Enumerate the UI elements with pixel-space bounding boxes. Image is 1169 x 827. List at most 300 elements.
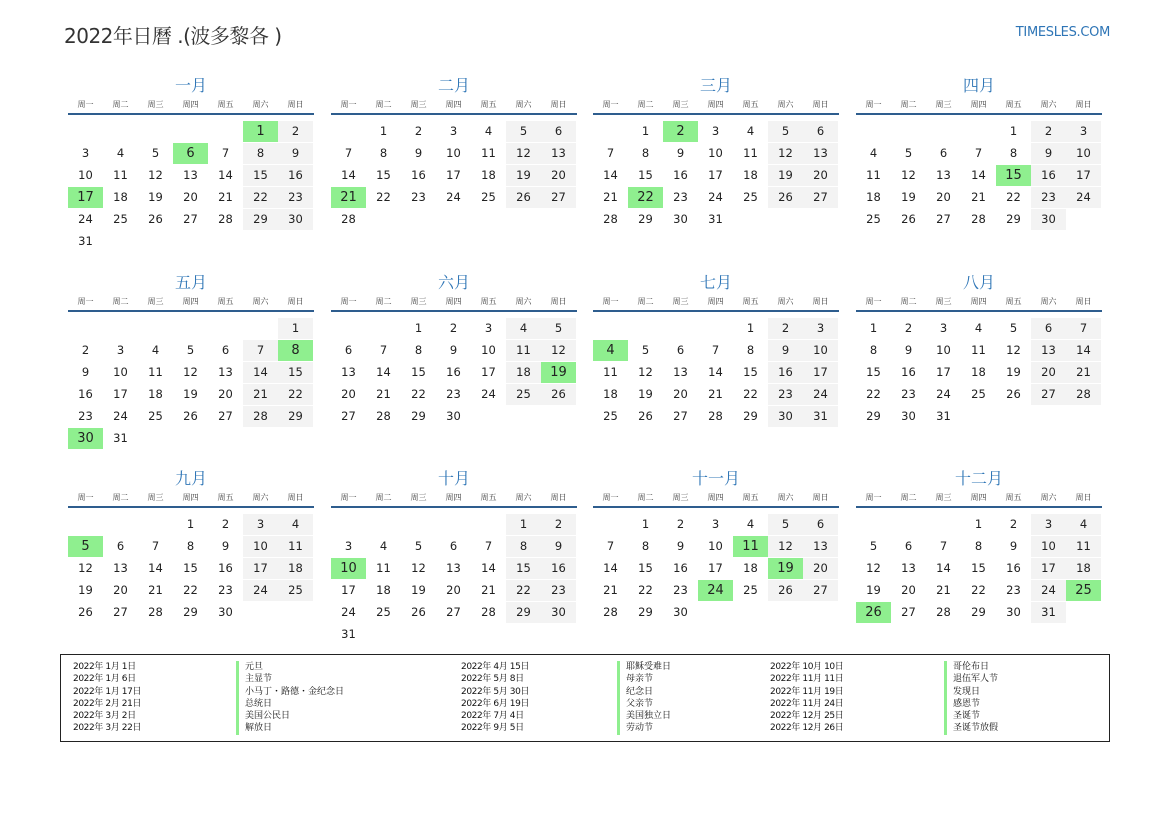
weekday-header <box>331 296 577 308</box>
day-cell: 25 <box>506 384 541 405</box>
day-cell: 24 <box>446 190 461 204</box>
day-cell: 23 <box>78 409 93 423</box>
day-cell: 7 <box>484 539 493 553</box>
day-cell: 4 <box>1066 514 1101 535</box>
day-cell: 15 <box>376 168 391 182</box>
day-cell: 14 <box>218 168 233 182</box>
day-cell: 20 <box>673 387 688 401</box>
day-cell: 2 <box>541 514 576 535</box>
weekday-label: 周二 <box>112 100 129 109</box>
weekday-label: 周二 <box>900 493 917 502</box>
day-cell: 15 <box>243 165 278 186</box>
day-cell: 8 <box>746 343 755 357</box>
day-cell: 31 <box>341 627 356 641</box>
day-cell: 16 <box>673 168 688 182</box>
day-cell: 12 <box>768 536 803 557</box>
day-cell: 20 <box>803 558 838 579</box>
day-cell: 9 <box>676 539 685 553</box>
day-cell: 18 <box>603 387 618 401</box>
day-cell: 14 <box>936 561 951 575</box>
holiday-date: 2022年 1月 6日 <box>73 674 136 685</box>
day-cell: 29 <box>278 406 313 427</box>
holiday-day-cell: 26 <box>856 602 891 623</box>
weekday-label: 周三 <box>410 493 427 502</box>
day-cell: 28 <box>971 212 986 226</box>
weekday-label: 周一 <box>340 493 357 502</box>
day-cell: 12 <box>506 143 541 164</box>
weekday-label: 周二 <box>637 297 654 306</box>
month-name: 一月 <box>174 76 207 95</box>
holiday-day-cell: 8 <box>278 340 313 361</box>
day-cell: 13 <box>541 143 576 164</box>
day-cell: 8 <box>414 343 423 357</box>
day-cell: 3 <box>1066 121 1101 142</box>
day-cell: 27 <box>183 212 198 226</box>
day-cell: 27 <box>803 580 838 601</box>
header-rule <box>856 506 1102 508</box>
day-cell: 19 <box>506 165 541 186</box>
weekday-label: 周一 <box>602 100 619 109</box>
day-cell: 5 <box>541 318 576 339</box>
day-cell: 10 <box>243 536 278 557</box>
weekday-label: 周四 <box>182 100 199 109</box>
holiday-name: 母亲节 <box>617 673 671 685</box>
day-cell: 28 <box>243 406 278 427</box>
day-cell: 7 <box>939 539 948 553</box>
weekday-label: 周五 <box>1005 100 1022 109</box>
holiday-day-cell: 17 <box>68 187 103 208</box>
holiday-day-cell: 2 <box>663 121 698 142</box>
month-name: 四月 <box>962 76 995 95</box>
day-cell: 26 <box>411 605 426 619</box>
weekday-label: 周五 <box>742 297 759 306</box>
day-cell: 1 <box>869 321 878 335</box>
day-cell: 7 <box>606 146 615 160</box>
day-cell: 31 <box>113 431 128 445</box>
day-cell: 2 <box>768 318 803 339</box>
day-cell: 28 <box>1066 384 1101 405</box>
weekday-label: 周二 <box>375 297 392 306</box>
day-cell: 6 <box>221 343 230 357</box>
day-cell: 26 <box>541 384 576 405</box>
day-cell: 10 <box>708 146 723 160</box>
holiday-day-cell: 6 <box>173 143 208 164</box>
weekday-label: 周日 <box>1075 100 1092 109</box>
month-name: 十月 <box>437 469 470 488</box>
weekday-label: 周三 <box>935 493 952 502</box>
month-name: 六月 <box>437 273 470 292</box>
day-cell: 13 <box>183 168 198 182</box>
header-rule <box>856 310 1102 312</box>
day-cell: 22 <box>411 387 426 401</box>
weekday-label: 周日 <box>550 100 567 109</box>
day-cell: 22 <box>506 580 541 601</box>
day-cell: 14 <box>1066 340 1101 361</box>
holiday-date-column <box>73 661 141 735</box>
day-cell: 31 <box>803 406 838 427</box>
weekday-label: 周一 <box>77 493 94 502</box>
day-cell: 3 <box>711 517 720 531</box>
day-cell: 10 <box>936 343 951 357</box>
weekday-label: 周日 <box>287 100 304 109</box>
weekday-label: 周六 <box>252 297 269 306</box>
header-rule <box>68 310 314 312</box>
day-cell: 24 <box>481 387 496 401</box>
day-cell: 2 <box>278 121 313 142</box>
day-cell: 15 <box>743 365 758 379</box>
day-cell: 19 <box>638 387 653 401</box>
holiday-name: 元旦 <box>236 661 344 673</box>
day-cell: 29 <box>866 409 881 423</box>
weekday-label: 周四 <box>445 493 462 502</box>
day-cell: 27 <box>113 605 128 619</box>
day-cell: 15 <box>278 362 313 383</box>
day-cell: 31 <box>708 212 723 226</box>
day-cell: 11 <box>113 168 128 182</box>
day-cell: 22 <box>183 583 198 597</box>
day-cell: 14 <box>376 365 391 379</box>
holiday-date: 2022年 3月 2日 <box>73 711 136 722</box>
day-cell: 14 <box>971 168 986 182</box>
day-cell: 3 <box>711 124 720 138</box>
day-cell: 23 <box>673 583 688 597</box>
day-cell: 18 <box>148 387 163 401</box>
weekday-header <box>68 492 314 504</box>
weekday-label: 周五 <box>480 493 497 502</box>
day-cell: 11 <box>506 340 541 361</box>
day-cell: 14 <box>708 365 723 379</box>
day-cell: 10 <box>78 168 93 182</box>
header-rule <box>593 506 839 508</box>
holiday-name: 纪念日 <box>617 686 671 698</box>
day-cell: 17 <box>446 168 461 182</box>
day-cell: 29 <box>638 212 653 226</box>
weekday-label: 周二 <box>637 100 654 109</box>
day-cell: 13 <box>218 365 233 379</box>
holiday-day-cell: 10 <box>331 558 366 579</box>
day-cell: 13 <box>673 365 688 379</box>
month-name: 十一月 <box>691 469 740 488</box>
day-cell: 28 <box>341 212 356 226</box>
day-cell: 8 <box>974 539 983 553</box>
weekday-label: 周一 <box>77 297 94 306</box>
weekday-label: 周四 <box>707 493 724 502</box>
day-cell: 9 <box>541 536 576 557</box>
holiday-date: 2022年 11月 19日 <box>770 686 844 697</box>
day-cell: 22 <box>638 583 653 597</box>
day-cell: 31 <box>936 409 951 423</box>
month-8 <box>856 273 1102 455</box>
day-cell: 1 <box>641 517 650 531</box>
day-cell: 11 <box>743 146 758 160</box>
day-cell: 16 <box>673 561 688 575</box>
day-cell: 27 <box>1031 384 1066 405</box>
weekday-label: 周四 <box>707 100 724 109</box>
month-3 <box>593 76 839 258</box>
weekday-label: 周三 <box>410 297 427 306</box>
weekday-label: 周六 <box>1040 493 1057 502</box>
day-cell: 2 <box>1031 121 1066 142</box>
day-cell: 9 <box>904 343 913 357</box>
weekday-label: 周四 <box>970 100 987 109</box>
holiday-date: 2022年 9月 5日 <box>461 723 524 734</box>
day-cell: 17 <box>1066 165 1101 186</box>
weekday-label: 周三 <box>410 100 427 109</box>
day-cell: 12 <box>768 143 803 164</box>
holiday-date: 2022年 1月 17日 <box>73 686 142 697</box>
weekday-header <box>68 99 314 111</box>
day-cell: 7 <box>1066 318 1101 339</box>
weekday-label: 周四 <box>970 297 987 306</box>
day-cell: 22 <box>376 190 391 204</box>
month-name: 八月 <box>962 273 995 292</box>
day-cell: 27 <box>218 409 233 423</box>
site-logo[interactable]: TIMESLES.COM <box>1015 25 1110 40</box>
weekday-label: 周三 <box>672 493 689 502</box>
day-cell: 1 <box>379 124 388 138</box>
day-cell: 2 <box>676 517 685 531</box>
day-cell: 29 <box>183 605 198 619</box>
day-cell: 30 <box>901 409 916 423</box>
day-cell: 18 <box>866 190 881 204</box>
holiday-date: 2022年 1月 1日 <box>73 662 136 672</box>
day-cell: 23 <box>768 384 803 405</box>
holiday-day-cell: 30 <box>68 428 103 449</box>
day-cell: 14 <box>243 362 278 383</box>
weekday-label: 周五 <box>217 297 234 306</box>
day-cell: 27 <box>446 605 461 619</box>
holiday-name: 主显节 <box>236 673 344 685</box>
month-name: 七月 <box>699 273 732 292</box>
weekday-label: 周四 <box>445 100 462 109</box>
weekday-label: 周六 <box>252 100 269 109</box>
weekday-header <box>593 492 839 504</box>
day-cell: 8 <box>1009 146 1018 160</box>
header-rule <box>68 506 314 508</box>
day-cell: 25 <box>481 190 496 204</box>
day-cell: 5 <box>641 343 650 357</box>
day-cell: 23 <box>446 387 461 401</box>
day-cell: 28 <box>603 605 618 619</box>
day-cell: 9 <box>1009 539 1018 553</box>
day-cell: 14 <box>341 168 356 182</box>
day-cell: 28 <box>936 605 951 619</box>
day-cell: 6 <box>904 539 913 553</box>
weekday-label: 周二 <box>112 297 129 306</box>
day-cell: 20 <box>183 190 198 204</box>
holiday-date: 2022年 6月 19日 <box>461 698 530 709</box>
day-cell: 11 <box>603 365 618 379</box>
day-cell: 21 <box>243 384 278 405</box>
day-cell: 8 <box>869 343 878 357</box>
holiday-date: 2022年 12月 25日 <box>770 711 844 722</box>
month-7 <box>593 273 839 455</box>
day-cell: 15 <box>638 561 653 575</box>
day-cell: 13 <box>803 143 838 164</box>
day-cell: 24 <box>113 409 128 423</box>
day-cell: 4 <box>974 321 983 335</box>
day-cell: 20 <box>446 583 461 597</box>
day-cell: 26 <box>638 409 653 423</box>
day-cell: 14 <box>603 168 618 182</box>
holiday-date: 2022年 12月 26日 <box>770 723 844 734</box>
day-cell: 9 <box>449 343 458 357</box>
day-cell: 13 <box>936 168 951 182</box>
holiday-name-column <box>944 661 998 735</box>
day-cell: 28 <box>603 212 618 226</box>
day-cell: 5 <box>414 539 423 553</box>
holiday-name: 感恩节 <box>944 698 998 710</box>
day-cell: 8 <box>641 146 650 160</box>
day-cell: 6 <box>116 539 125 553</box>
holiday-date: 2022年 2月 21日 <box>73 698 142 709</box>
day-cell: 24 <box>78 212 93 226</box>
day-cell: 16 <box>78 387 93 401</box>
day-cell: 11 <box>148 365 163 379</box>
day-cell: 22 <box>866 387 881 401</box>
header-rule <box>331 310 577 312</box>
month-11 <box>593 469 839 651</box>
holiday-date-column <box>770 661 843 735</box>
weekday-label: 周一 <box>602 493 619 502</box>
day-cell: 17 <box>803 362 838 383</box>
day-cell: 16 <box>541 558 576 579</box>
day-cell: 12 <box>866 561 881 575</box>
day-cell: 27 <box>673 409 688 423</box>
holiday-date: 2022年 3月 22日 <box>73 723 142 734</box>
day-cell: 30 <box>218 605 233 619</box>
day-cell: 25 <box>603 409 618 423</box>
day-cell: 30 <box>1006 605 1021 619</box>
month-9 <box>68 469 314 651</box>
day-cell: 25 <box>866 212 881 226</box>
day-cell: 9 <box>221 539 230 553</box>
day-cell: 29 <box>638 605 653 619</box>
weekday-label: 周三 <box>672 100 689 109</box>
weekday-label: 周六 <box>515 100 532 109</box>
holiday-day-cell: 5 <box>68 536 103 557</box>
day-cell: 21 <box>603 583 618 597</box>
weekday-label: 周三 <box>935 100 952 109</box>
day-cell: 3 <box>243 514 278 535</box>
holiday-day-cell: 15 <box>996 165 1031 186</box>
holiday-date: 2022年 5月 8日 <box>461 674 524 685</box>
holiday-day-cell: 21 <box>331 187 366 208</box>
day-cell: 16 <box>1031 165 1066 186</box>
day-cell: 19 <box>1006 365 1021 379</box>
day-cell: 17 <box>708 168 723 182</box>
weekday-label: 周二 <box>637 493 654 502</box>
day-cell: 6 <box>541 121 576 142</box>
month-1 <box>68 76 314 258</box>
day-cell: 16 <box>768 362 803 383</box>
holiday-name: 总统日 <box>236 698 344 710</box>
day-cell: 17 <box>708 561 723 575</box>
day-cell: 11 <box>971 343 986 357</box>
day-cell: 28 <box>708 409 723 423</box>
holiday-date-column <box>461 661 529 735</box>
day-cell: 19 <box>183 387 198 401</box>
day-cell: 25 <box>148 409 163 423</box>
day-cell: 17 <box>113 387 128 401</box>
day-cell: 13 <box>446 561 461 575</box>
weekday-label: 周二 <box>375 100 392 109</box>
day-cell: 15 <box>506 558 541 579</box>
day-cell: 1 <box>278 318 313 339</box>
day-cell: 3 <box>1031 514 1066 535</box>
holiday-day-cell: 19 <box>768 558 803 579</box>
day-cell: 1 <box>414 321 423 335</box>
weekday-label: 周六 <box>777 297 794 306</box>
day-cell: 7 <box>606 539 615 553</box>
weekday-label: 周五 <box>1005 297 1022 306</box>
day-cell: 16 <box>1006 561 1021 575</box>
weekday-label: 周三 <box>672 297 689 306</box>
day-cell: 27 <box>803 187 838 208</box>
day-cell: 18 <box>971 365 986 379</box>
day-cell: 5 <box>186 343 195 357</box>
day-cell: 26 <box>901 212 916 226</box>
day-cell: 1 <box>186 517 195 531</box>
day-cell: 1 <box>1009 124 1018 138</box>
day-cell: 20 <box>341 387 356 401</box>
holiday-name: 父亲节 <box>617 698 671 710</box>
day-cell: 10 <box>113 365 128 379</box>
day-cell: 24 <box>341 605 356 619</box>
day-cell: 25 <box>376 605 391 619</box>
weekday-label: 周六 <box>515 493 532 502</box>
holiday-name: 耶稣受难日 <box>617 661 671 673</box>
day-cell: 3 <box>116 343 125 357</box>
day-cell: 12 <box>78 561 93 575</box>
weekday-label: 周三 <box>147 297 164 306</box>
holiday-day-cell: 1 <box>243 121 278 142</box>
holiday-name: 圣诞节放假 <box>944 722 998 734</box>
day-cell: 26 <box>148 212 163 226</box>
day-cell: 30 <box>1031 209 1066 230</box>
day-cell: 2 <box>81 343 90 357</box>
day-cell: 22 <box>971 583 986 597</box>
day-cell: 12 <box>638 365 653 379</box>
day-cell: 18 <box>376 583 391 597</box>
day-cell: 25 <box>971 387 986 401</box>
day-cell: 2 <box>904 321 913 335</box>
day-cell: 18 <box>481 168 496 182</box>
holiday-day-cell: 19 <box>541 362 576 383</box>
day-cell: 25 <box>743 583 758 597</box>
month-name: 九月 <box>174 469 207 488</box>
day-cell: 18 <box>113 190 128 204</box>
holiday-name: 圣诞节 <box>944 710 998 722</box>
day-cell: 18 <box>278 558 313 579</box>
day-cell: 24 <box>936 387 951 401</box>
day-cell: 2 <box>449 321 458 335</box>
day-cell: 24 <box>708 190 723 204</box>
weekday-label: 周三 <box>147 493 164 502</box>
day-cell: 23 <box>673 190 688 204</box>
weekday-label: 周二 <box>900 297 917 306</box>
day-cell: 2 <box>1009 517 1018 531</box>
day-cell: 19 <box>148 190 163 204</box>
day-cell: 23 <box>1006 583 1021 597</box>
weekday-label: 周日 <box>812 493 829 502</box>
day-cell: 23 <box>411 190 426 204</box>
day-cell: 5 <box>869 539 878 553</box>
day-cell: 21 <box>971 190 986 204</box>
day-cell: 7 <box>974 146 983 160</box>
day-cell: 21 <box>708 387 723 401</box>
day-cell: 19 <box>866 583 881 597</box>
